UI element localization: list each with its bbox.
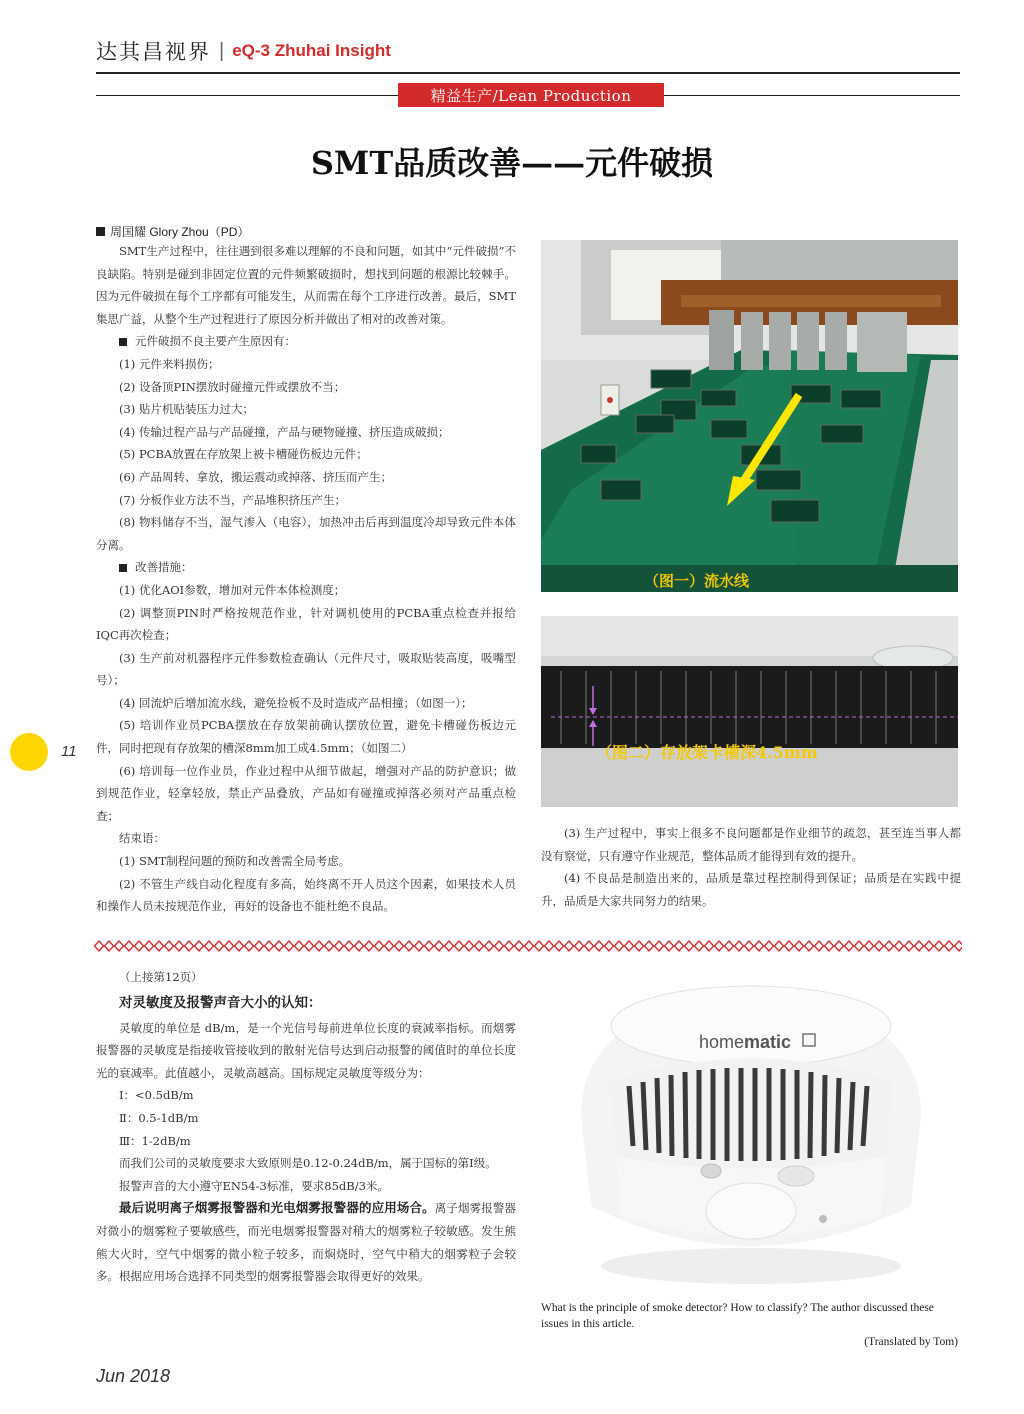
figure-1-conveyor-photo (541, 240, 958, 592)
header-rule (96, 72, 960, 74)
measure-item: (2) 调整顶PIN时严格按规范作业，针对调机使用的PCBA重点检查并报给IQC再次检查； (96, 605, 516, 643)
square-bullet-icon (119, 564, 127, 572)
page-number: 11 (61, 743, 77, 760)
article-body-right (541, 822, 961, 912)
translator-credit: (Translated by Tom) (864, 1336, 958, 1348)
company-sensitivity-paragraph: 而我们公司的灵敏度要求大致原则是0.12-0.24dB/m，属于国标的第Ⅰ级。 (119, 1156, 497, 1171)
alarm-volume-paragraph: 报警声音的大小遵守EN54-3标准，要求85dB/3米。 (119, 1178, 389, 1193)
figure-2-rack-photo (541, 616, 958, 807)
author-line (96, 223, 249, 240)
square-bullet-icon (96, 227, 105, 236)
diamond-divider (94, 938, 962, 954)
author-name: 周国耀 Glory Zhou（PD） (110, 225, 250, 239)
measure-item: (3) 生产前对机器程序元件参数检查确认（元件尺寸，吸取贴装高度，吸嘴型号）； (96, 650, 516, 688)
sensitivity-grade: Ⅲ：1-2dB/m (119, 1133, 191, 1148)
photo-brand-prefix: home (699, 1032, 745, 1052)
sensitivity-paragraph: 灵敏度的单位是 dB/m，是一个光信号每前进单位长度的衰减率指标。而烟雾报警器的灵敏度是指接收管接收到的散射光信号达到启动报警的阈值时的单位长度光的衰减率。此值越小，灵敏高越高。国标规定灵敏度等级分为： (96, 1020, 516, 1080)
figure-1-caption: （图一）流水线 (644, 572, 750, 590)
svg-text:homematic (699, 1032, 791, 1052)
photo-brand-suffix: matic (744, 1032, 792, 1052)
cause-item: (3) 贴片机贴装压力过大； (119, 402, 254, 417)
application-text: 离子烟雾报警器对微小的烟雾粒子要敏感些，而光电烟雾报警器对稍大的烟雾粒子较敏感。发生熊熊大火时，空气中烟雾的微小粒子较多，而焖烧时，空气中稍大的烟雾粒子会较多。根据应用场合选择不同类型的烟雾报警器会取得更好的效果。 (96, 1201, 516, 1284)
continued-from-note: （上接第12页） (119, 970, 203, 984)
intro-paragraph: SMT生产过程中，往往遇到很多难以理解的不良和问题，如其中“元件破损”不良缺陷。特别是碰到非固定位置的元件频繁破损时，想找到问题的根源比较棘手。因为元件破损在每个工序都有可能发生，从而需在每个工序进行改善。最后，SMT集思广益，从整个生产过程进行了原因分析并做出了相对的改善对策。 (96, 244, 516, 326)
sensitivity-grade: Ⅰ：<0.5dB/m (119, 1088, 194, 1103)
causes-heading (96, 330, 516, 353)
section-tag: 精益生产/Lean Production (398, 83, 664, 107)
conclusion-item: (3) 生产过程中，事实上很多不良问题都是作业细节的疏忽，甚至连当事人都没有察觉，只有遵守作业规范，整体品质才能得到有效的提升。 (541, 826, 961, 863)
figure-2-caption: （图二）存放架卡槽深4.5mm (596, 743, 818, 762)
article-body-left (96, 240, 516, 918)
page-marker-dot (10, 733, 48, 771)
continued-article (96, 966, 516, 1288)
conclusion-item: (2) 不管生产线自动化程度有多高，始终离不开人员这个因素，如果技术人员和操作人员未按规范作业，再好的设备也不能杜绝不良品。 (96, 876, 516, 914)
conclusion-heading: 结束语： (119, 831, 165, 846)
cause-item: (7) 分板作业方法不当，产品堆积挤压产生； (119, 492, 346, 507)
conclusion-item: (4) 不良品是制造出来的，品质是靠过程控制得到保证；品质是在实践中提升，品质是大家共同努力的结果。 (541, 871, 961, 908)
header-brand (96, 36, 391, 66)
conclusion-item: (1) SMT制程问题的预防和改善需全局考虑。 (119, 854, 351, 869)
magazine-title-en: eQ-3 Zhuhai Insight (232, 41, 391, 60)
issue-date: Jun 2018 (96, 1366, 171, 1386)
cause-item: (5) PCBA放置在存放架上被卡槽碰伤板边元件； (119, 447, 368, 462)
measure-item: (6) 培训每一位作业员，作业过程中从细节做起，增强对产品的防护意识；做到规范作业，轻拿轻放，禁止产品叠放，产品如有碰撞或掉落必须对产品重点检查； (96, 763, 516, 823)
application-lead: 最后说明离子烟雾报警器和光电烟雾报警器的应用场合。 (119, 1200, 435, 1216)
cause-item: (2) 设备顶PIN摆放时碰撞元件或摆放不当； (119, 379, 346, 394)
sensitivity-grade: Ⅱ：0.5-1dB/m (119, 1110, 199, 1125)
cause-item: (1) 元件来料损伤； (119, 356, 220, 371)
square-bullet-icon (119, 338, 127, 346)
application-paragraph (96, 1197, 516, 1287)
measure-item: (5) 培训作业员PCBA摆放在存放架前确认摆放位置，避免卡槽碰伤板边元件，同时把现有存放架的槽深8mm加工成4.5mm；（如图二） (96, 718, 516, 756)
english-summary: What is the principle of smoke detector? How to classify? The author discussed these issues in this article. (541, 1302, 934, 1330)
measures-heading (96, 556, 516, 579)
cause-item: (6) 产品周转、拿放，搬运震动或掉落、挤压而产生； (119, 469, 392, 484)
cause-item: (8) 物料储存不当，湿气渗入（电容），加热冲击后再到温度冷却导致元件本体分离。 (96, 515, 516, 552)
measures-heading-text: 改善措施： (135, 560, 193, 575)
magazine-title-cn: 达其昌视界 (96, 40, 211, 64)
measure-item: (1) 优化AOI参数，增加对元件本体检测度； (119, 582, 346, 597)
article-title: SMT品质改善——元件破损 (310, 144, 714, 182)
measure-item: (4) 回流炉后增加流水线，避免捡板不及时造成产品相撞；（如图一）； (119, 695, 473, 710)
smoke-detector-photo (541, 966, 958, 1291)
cause-item: (4) 传输过程产品与产品碰撞，产品与硬物碰撞、挤压造成破损； (119, 424, 450, 439)
causes-heading-text: 元件破损不良主要产生原因有： (135, 334, 296, 349)
brand-separator: | (219, 39, 225, 62)
continued-subtitle: 对灵敏度及报警声音大小的认知： (119, 994, 322, 1011)
